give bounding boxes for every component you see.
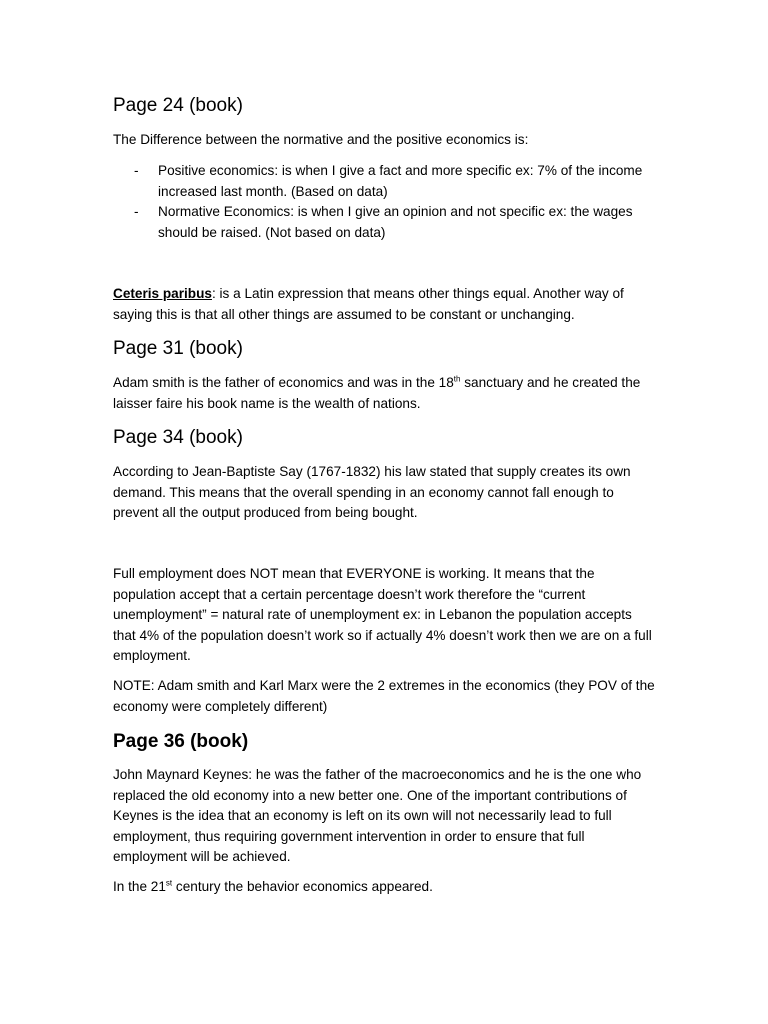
- bullet-dash: -: [134, 163, 139, 178]
- positive-economics-text: Positive economics: is when I give a fact and more specific ex: 7% of the income increased last month. (Based on data): [158, 163, 643, 199]
- heading-page-24: Page 24 (book): [113, 95, 243, 116]
- century-text-after: century the behavior economics appeared.: [172, 879, 433, 894]
- full-employment-paragraph: Full employment does NOT mean that EVERYONE is working. It means that the population accept that a certain percentage doesn’t work therefore the “current unemployment” = natural rate of unemployment ex: in Lebanon the population accepts that 4% of the population doesn’t work so if actually 4% doesn’t work then we are on a full employment.: [113, 566, 652, 663]
- bullet-dash: -: [134, 204, 139, 219]
- note-paragraph: NOTE: Adam smith and Karl Marx were the 2 extremes in the economics (they POV of the economy were completely different): [113, 678, 655, 714]
- heading-page-36: Page 36 (book): [113, 731, 249, 752]
- document-page: [113, 0, 658, 1024]
- adam-smith-text-after: sanctuary and he created the laisser faire his book name is the wealth of nations.: [113, 375, 641, 411]
- says-law-paragraph: According to Jean-Baptiste Say (1767-1832) his law stated that supply creates its own demand. This means that the overall spending in an economy cannot fall enough to prevent all the output produced from being bought.: [113, 464, 631, 520]
- heading-page-34: Page 34 (book): [113, 427, 243, 448]
- ceteris-paribus-term: Ceteris paribus: [113, 286, 212, 301]
- ceteris-paribus-paragraph: [113, 284, 658, 325]
- ceteris-paribus-definition: : is a Latin expression that means other things equal. Another way of saying this is that all other things are assumed to be constant or unchanging.: [113, 286, 624, 322]
- adam-smith-paragraph: [113, 373, 658, 414]
- difference-intro: The Difference between the normative and the positive economics is:: [113, 132, 529, 147]
- ordinal-suffix: st: [165, 878, 173, 888]
- heading-page-31: Page 31 (book): [113, 338, 243, 359]
- normative-economics-text: Normative Economics: is when I give an opinion and not specific ex: the wages should be raised. (Not based on data): [158, 204, 633, 240]
- century-text-before: In the 21: [113, 879, 166, 894]
- ordinal-suffix: th: [453, 374, 461, 384]
- keynes-paragraph: John Maynard Keynes: he was the father of the macroeconomics and he is the one who replaced the old economy into a new better one. One of the important contributions of Keynes is the idea that an economy is left on its own will not necessarily lead to full employment, thus requiring government intervention in order to ensure that full employment will be achieved.: [113, 767, 642, 864]
- behavior-economics-paragraph: [113, 877, 658, 898]
- adam-smith-text-before: Adam smith is the father of economics and was in the 18: [113, 375, 454, 390]
